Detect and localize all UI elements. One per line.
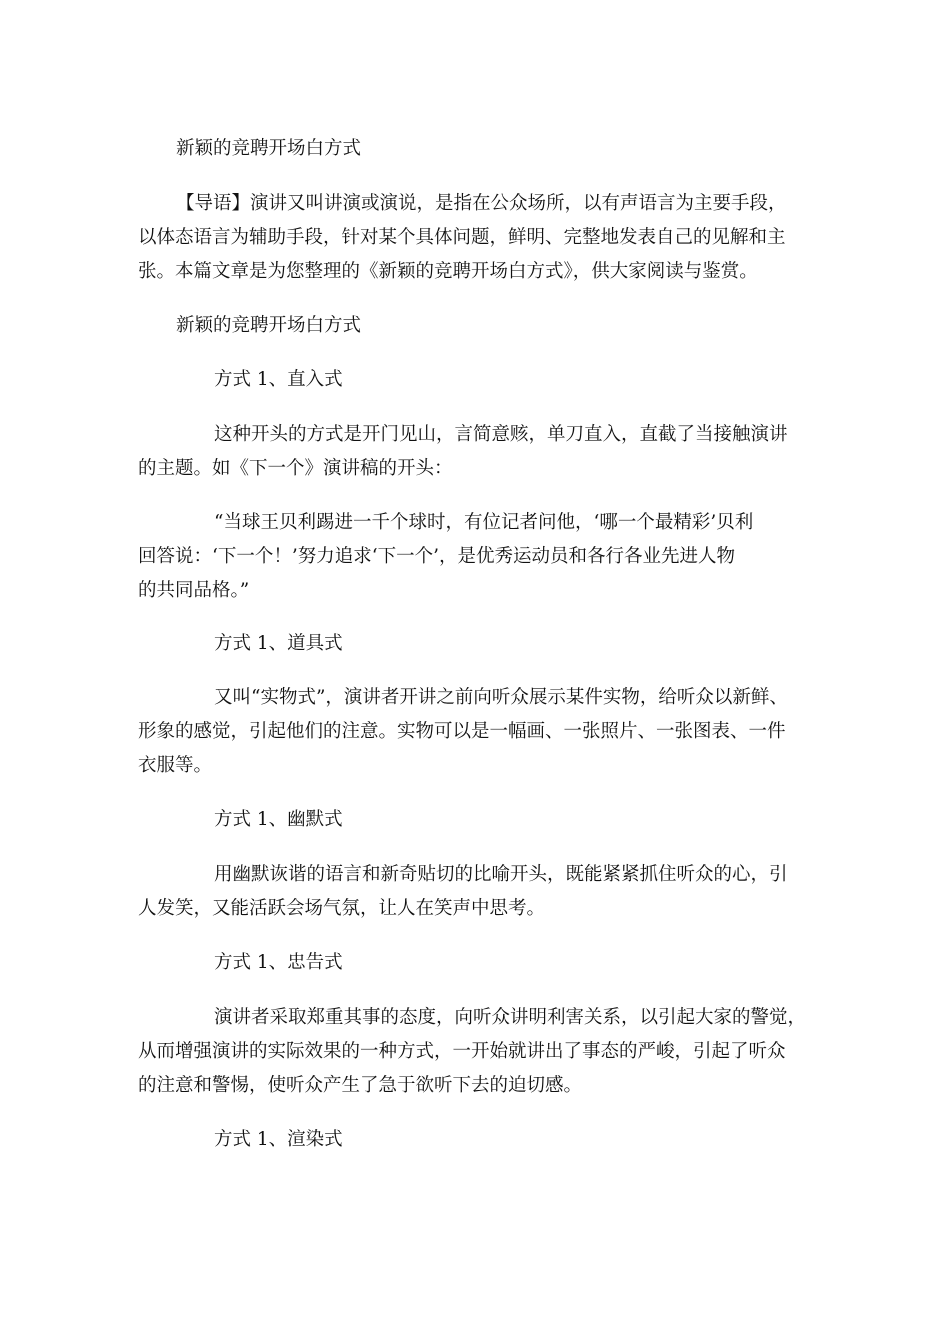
quote-line: 的共同品格。” — [138, 580, 250, 601]
paragraph-line: 又叫“实物式”，演讲者开讲之前向听众展示某件实物，给听众以新鲜、 — [214, 687, 788, 708]
paragraph-line: 用幽默诙谐的语言和新奇贴切的比喻开头，既能紧紧抓住听众的心，引 — [214, 864, 788, 885]
paragraph-line: 人发笑，又能活跃会场气氛，让人在笑声中思考。 — [138, 898, 546, 919]
section-heading-props: 方式 1、道具式 — [214, 633, 343, 654]
paragraph-line: 演讲者采取郑重其事的态度，向听众讲明利害关系，以引起大家的警觉， — [214, 1007, 807, 1028]
subtitle: 新颖的竞聘开场白方式 — [176, 315, 362, 336]
document-title: 新颖的竞聘开场白方式 — [176, 138, 362, 159]
paragraph-line: 这种开头的方式是开门见山，言简意赅，单刀直入，直截了当接触演讲 — [214, 424, 788, 445]
intro-line-2: 以体态语言为辅助手段，针对某个具体问题，鲜明、完整地发表自己的见解和主 — [138, 227, 786, 248]
intro-line-1: 【导语】演讲又叫讲演或演说，是指在公众场所，以有声语言为主要手段， — [176, 193, 787, 214]
section-heading-advice: 方式 1、忠告式 — [214, 952, 343, 973]
paragraph-line: 从而增强演讲的实际效果的一种方式，一开始就讲出了事态的严峻，引起了听众 — [138, 1041, 786, 1062]
section-heading-humor: 方式 1、幽默式 — [214, 809, 343, 830]
section-heading-direct: 方式 1、直入式 — [214, 369, 343, 390]
paragraph-line: 的注意和警惕，使听众产生了急于欲听下去的迫切感。 — [138, 1075, 583, 1096]
quote-line: 回答说：‘下一个！’努力追求‘下一个’，是优秀运动员和各行各业先进人物 — [138, 546, 736, 567]
section-heading-render: 方式 1、渲染式 — [214, 1129, 343, 1150]
paragraph-line: 的主题。如《下一个》演讲稿的开头： — [138, 458, 453, 479]
paragraph-line: 衣服等。 — [138, 755, 213, 776]
paragraph-line: 形象的感觉，引起他们的注意。实物可以是一幅画、一张照片、一张图表、一件 — [138, 721, 786, 742]
intro-line-3: 张。本篇文章是为您整理的《新颖的竞聘开场白方式》，供大家阅读与鉴赏。 — [138, 261, 758, 282]
quote-line: “当球王贝利踢进一千个球时，有位记者问他，‘哪一个最精彩’贝利 — [214, 512, 754, 533]
